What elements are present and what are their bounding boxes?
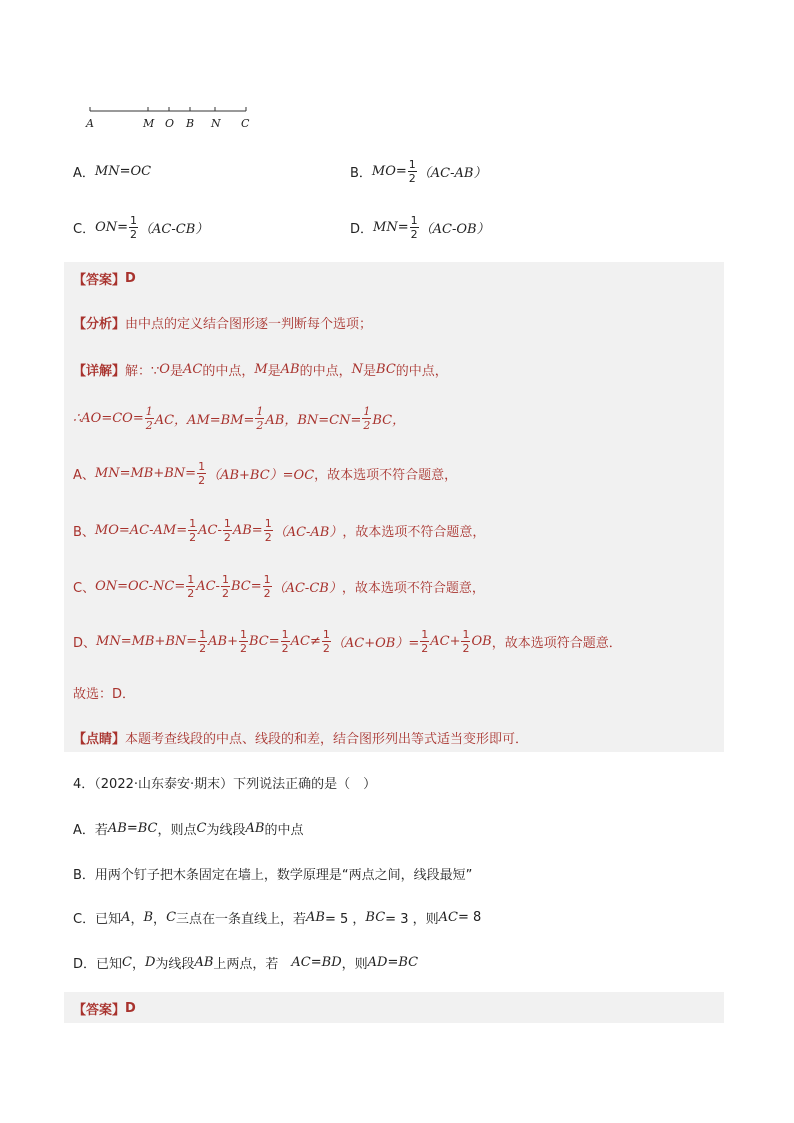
q4-option-b: B．用两个钉子把木条固定在墙上，数学原理是“两点之间，线段最短” — [73, 867, 473, 883]
fraction: $\frac{1}{2}$ — [223, 516, 231, 544]
solution-panel — [64, 262, 724, 752]
comment-line: 【点睛】 本题考查线段的中点、线段的和差，结合图形列出等式适当变形即可． — [73, 731, 529, 747]
point-label-b: B — [186, 117, 195, 130]
fraction: $\frac{1}{2}$ — [264, 516, 272, 544]
fraction: $\frac{1}{2}$ — [263, 572, 271, 600]
point-label-c: C — [241, 117, 250, 130]
detail-line: 【详解】 解：∵ O 是 AC 的中点， M 是 AB 的中点， N 是 BC 的中点， — [73, 361, 448, 379]
question-4-stem: 4．（2022·山东泰安·期末）下列说法正确的是（ ） — [73, 776, 377, 792]
option-a: A． MN = OC — [73, 163, 152, 181]
check-b: B、 MO=AC-AM= $\frac{1}{2}$ AC- $\frac{1}{2}$ AB= $\frac{1}{2}$ （AC-AB） ，故本选项不符合题意， — [73, 516, 486, 544]
analysis-line: 【分析】 由中点的定义结合图形逐一判断每个选项； — [73, 316, 373, 332]
q4-answer-line: 【答案】 D — [73, 1000, 136, 1018]
fraction: $\frac{1}{2}$ — [363, 404, 371, 432]
answer-line: 【答案】 D — [73, 270, 136, 288]
choose-line: 故选：D． — [73, 686, 136, 702]
point-label-n: N — [211, 117, 221, 130]
fraction: $\frac{1}{2}$ — [199, 627, 207, 655]
option-c: C． ON = $\frac{1}{2}$ （AC-CB） — [73, 213, 209, 241]
fraction: $\frac{1}{2}$ — [462, 627, 470, 655]
fraction: $\frac{1}{2}$ — [189, 516, 197, 544]
check-d: D、 MN=MB+BN= $\frac{1}{2}$ AB+ $\frac{1}{2}$ BC= $\frac{1}{2}$ AC≠ $\frac{1}{2}$ （AC+OB）= $\frac{1}{2}$ AC+ $\frac{1}{2}$ OB ，故本选项符合题意． — [73, 627, 622, 655]
q4-option-c: C．已知 A ， B ， C 三点在一条直线上，若 AB = 5 ， BC = 3 ，则 AC = 8 — [73, 909, 482, 927]
check-a: A、 MN=MB+BN= $\frac{1}{2}$ （AB+BC）=OC ，故本选项不符合题意， — [73, 459, 458, 487]
fraction: $\frac{1}{2}$ — [145, 404, 153, 432]
fraction: $\frac{1}{2}$ — [187, 572, 195, 600]
fraction: $\frac{1}{2}$ — [410, 213, 418, 241]
fraction: $\frac{1}{2}$ — [322, 627, 330, 655]
fraction: $\frac{1}{2}$ — [408, 157, 416, 185]
fraction: $\frac{1}{2}$ — [130, 213, 138, 241]
fraction: $\frac{1}{2}$ — [421, 627, 429, 655]
check-c: C、 ON=OC-NC= $\frac{1}{2}$ AC- $\frac{1}{2}$ BC= $\frac{1}{2}$ （AC-CB） ，故本选项不符合题意， — [73, 572, 485, 600]
point-label-o: O — [165, 117, 175, 130]
q4-option-a: A．若 AB = BC ，则点 C 为线段 AB 的中点 — [73, 820, 304, 838]
point-label-a: A — [86, 117, 94, 130]
fraction: $\frac{1}{2}$ — [281, 627, 289, 655]
option-b: B． MO = $\frac{1}{2}$ （AC-AB） — [350, 157, 487, 185]
fraction: $\frac{1}{2}$ — [221, 572, 229, 600]
fraction: $\frac{1}{2}$ — [256, 404, 264, 432]
fraction: $\frac{1}{2}$ — [198, 459, 206, 487]
fraction: $\frac{1}{2}$ — [240, 627, 248, 655]
midpoint-equations: ∴AO=CO= $\frac{1}{2}$ AC，AM=BM= $\frac{1}{2}$ AB，BN=CN= $\frac{1}{2}$ BC， — [73, 404, 406, 432]
point-label-m: M — [143, 117, 155, 130]
q4-option-d: D．已知 C ， D 为线段 AB 上两点，若 AC = BD ，则 AD = BC — [73, 954, 419, 972]
option-d: D． MN = $\frac{1}{2}$ （AC-OB） — [350, 213, 490, 241]
q4-answer-panel — [64, 992, 724, 1023]
